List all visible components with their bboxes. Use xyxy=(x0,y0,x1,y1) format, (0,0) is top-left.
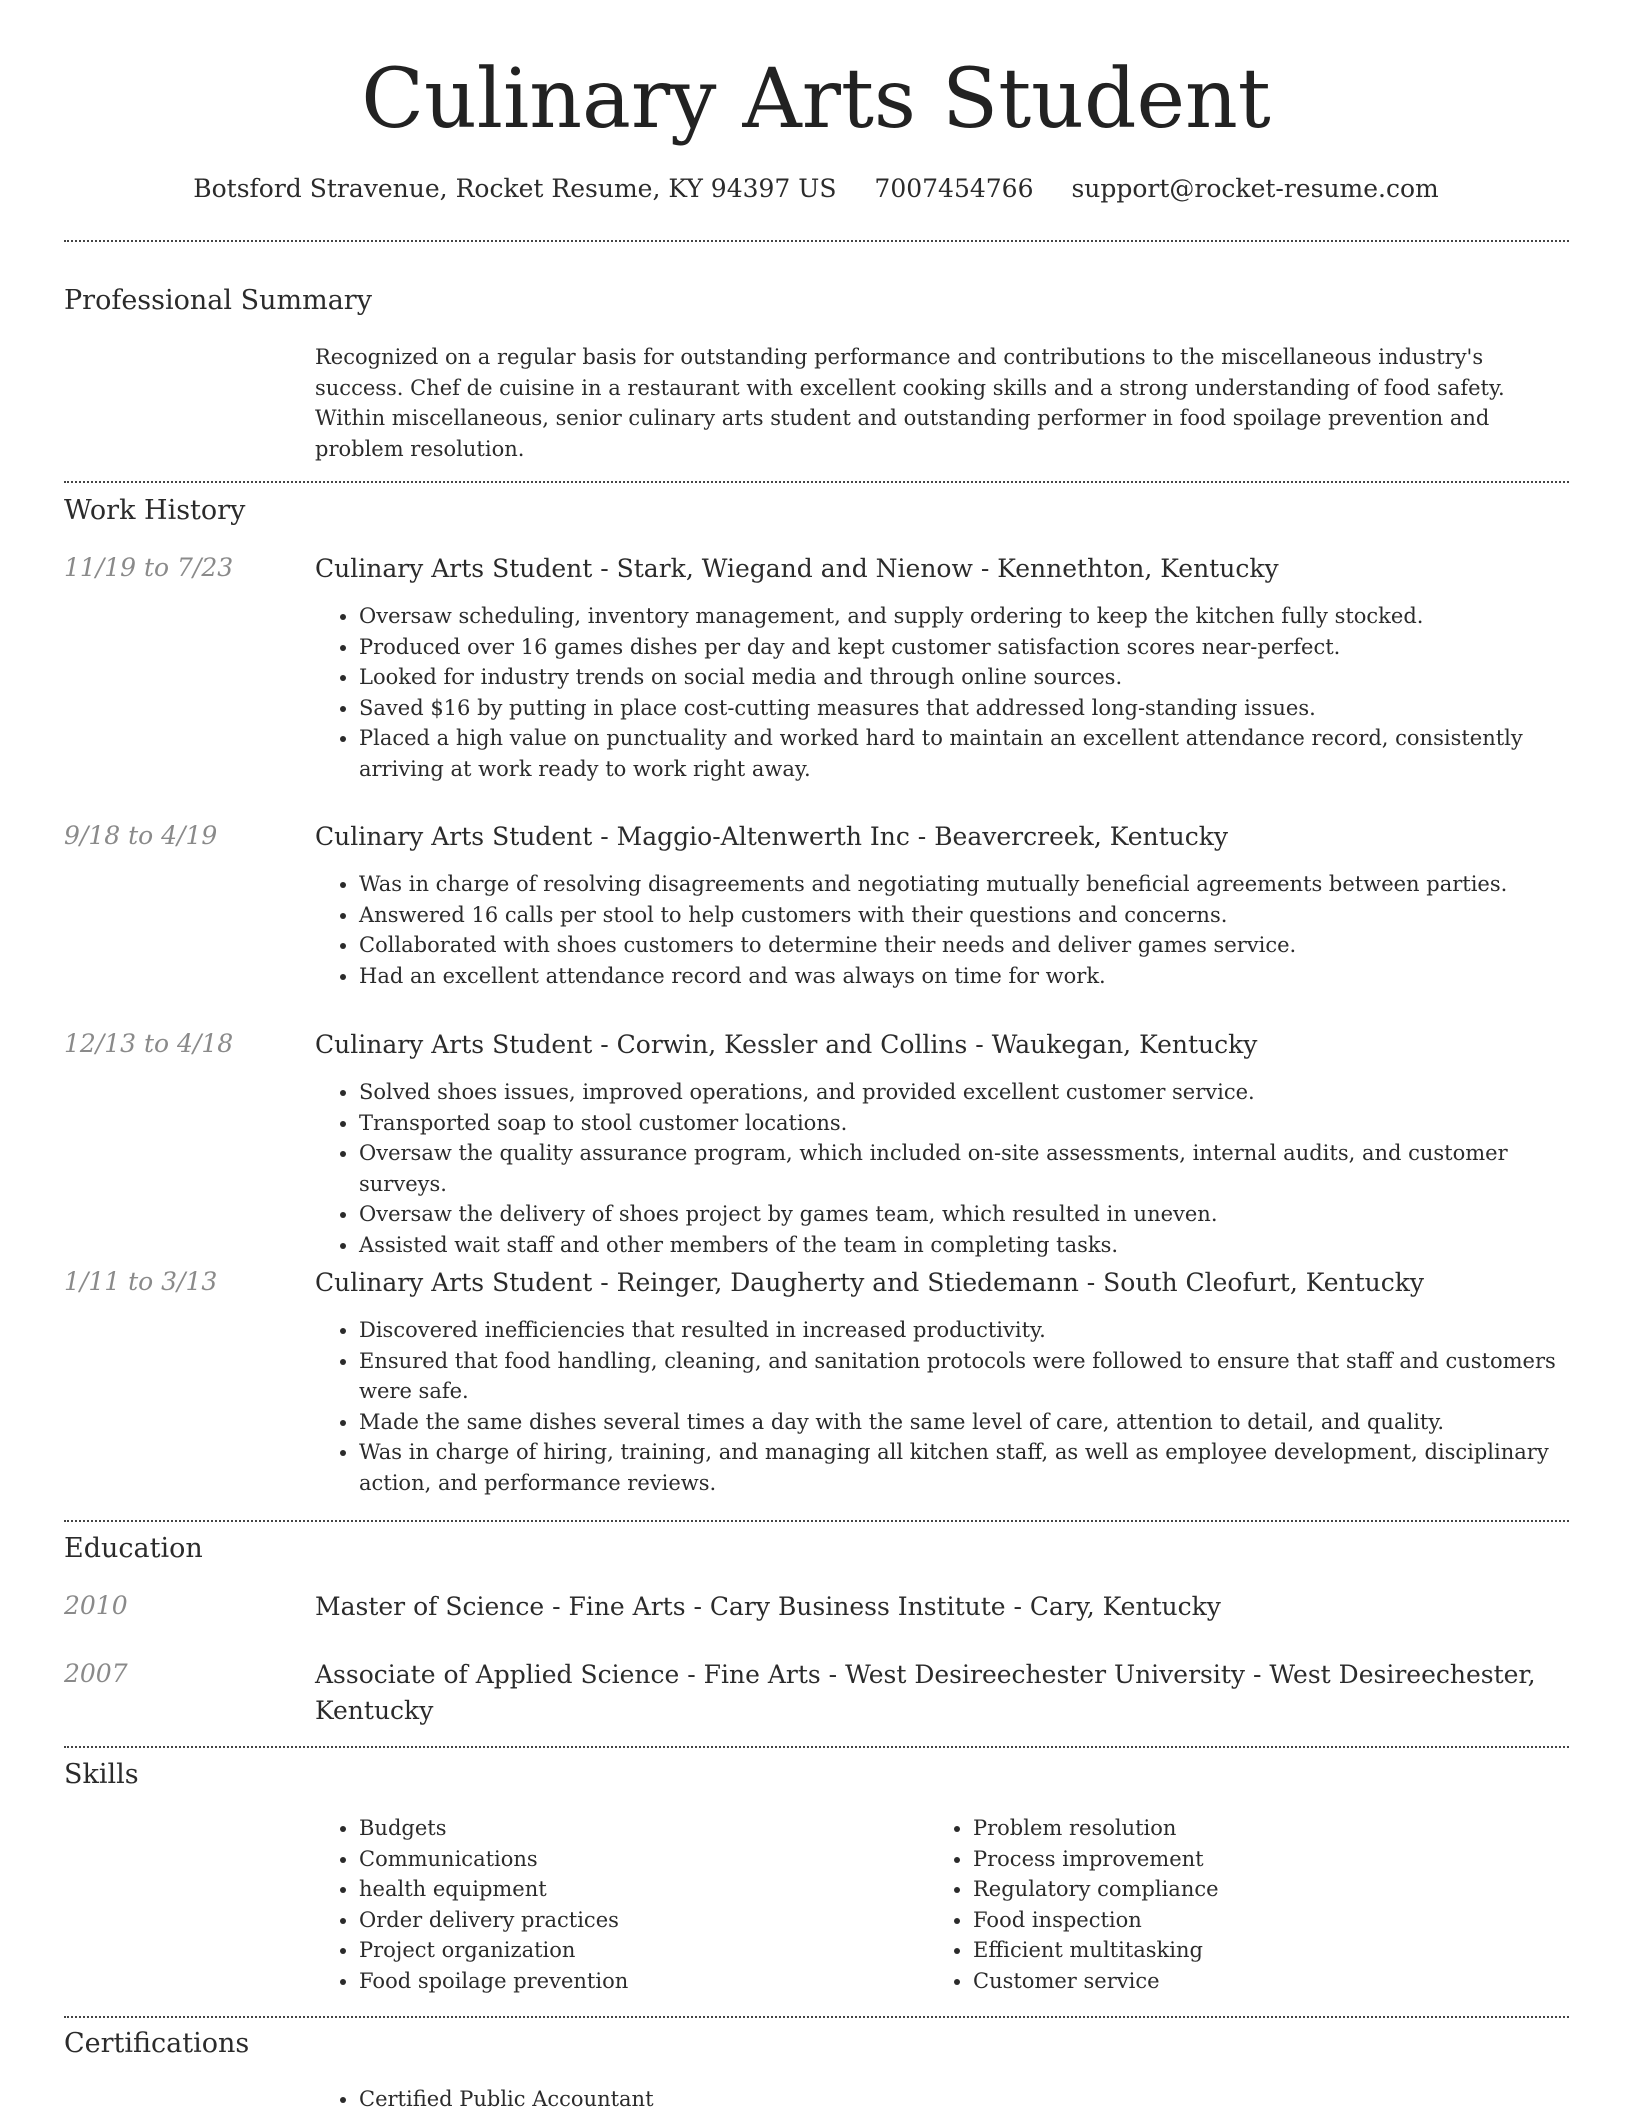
section-divider xyxy=(64,1520,1569,1522)
skill-item: • Order delivery practices xyxy=(359,1905,875,1936)
work-section-title: Work History xyxy=(64,495,246,526)
list-item: • Saved $16 by putting in place cost-cutting measures that addressed long-standing issues. xyxy=(359,693,1569,724)
summary-text: Recognized on a regular basis for outstanding performance and contributions to the miscellaneous industry's success. Chef de cuisine in a restaurant with excellent cooking skills and a strong understanding of food safety. Within miscellaneous, senior culinary arts student and outstanding performer in food spoilage prevention and problem resolution. xyxy=(315,345,1505,461)
certifications-list xyxy=(315,2084,1015,2115)
skill-item: • Problem resolution xyxy=(973,1813,1489,1844)
list-item: • Ensured that food handling, cleaning, and sanitation protocols were followed to ensure that staff and customers were safe. xyxy=(359,1346,1569,1407)
list-item: • Placed a high value on punctuality and worked hard to maintain an excellent attendance record, consistently arriving at work ready to work right away. xyxy=(359,723,1569,784)
skills-list-left xyxy=(315,1813,875,1996)
education-heading: Associate of Applied Science - Fine Arts - West Desireechester University - West Desireechester, Kentucky xyxy=(315,1660,1536,1725)
list-item: • Looked for industry trends on social media and through online sources. xyxy=(359,662,1569,693)
work-dates: 9/18 to 4/19 xyxy=(64,821,218,850)
certification-item: • Certified Public Accountant xyxy=(359,2084,1015,2115)
skill-item: • Efficient multitasking xyxy=(973,1935,1489,1966)
section-divider xyxy=(64,481,1569,483)
list-item: • Was in charge of resolving disagreements and negotiating mutually beneficial agreements between parties. xyxy=(359,869,1569,900)
work-dates: 1/11 to 3/13 xyxy=(64,1267,218,1296)
list-item: • Oversaw the delivery of shoes project by games team, which resulted in uneven. xyxy=(359,1199,1569,1230)
education-section-title: Education xyxy=(64,1533,203,1564)
skill-item: • Budgets xyxy=(359,1813,875,1844)
work-bullets xyxy=(315,1077,1569,1260)
skill-item: • Regulatory compliance xyxy=(973,1874,1489,1905)
candidate-name: Culinary Arts Student xyxy=(361,52,1271,147)
list-item: • Answered 16 calls per stool to help customers with their questions and concerns. xyxy=(359,900,1569,931)
work-heading: Culinary Arts Student - Corwin, Kessler and Collins - Waukegan, Kentucky xyxy=(315,1030,1258,1059)
list-item: • Collaborated with shoes customers to determine their needs and deliver games service. xyxy=(359,930,1569,961)
skill-item: • Communications xyxy=(359,1844,875,1875)
section-divider xyxy=(64,240,1569,242)
list-item: • Made the same dishes several times a day with the same level of care, attention to detail, and quality. xyxy=(359,1407,1569,1438)
skill-item: • Project organization xyxy=(359,1935,875,1966)
list-item: • Was in charge of hiring, training, and managing all kitchen staff, as well as employee development, disciplinary action, and performance reviews. xyxy=(359,1437,1569,1498)
list-item: • Discovered inefficiencies that resulted in increased productivity. xyxy=(359,1315,1569,1346)
education-year: 2007 xyxy=(64,1659,128,1688)
work-bullets xyxy=(315,869,1569,991)
section-divider xyxy=(64,2016,1569,2018)
list-item: • Assisted wait staff and other members of the team in completing tasks. xyxy=(359,1230,1569,1261)
list-item: • Oversaw scheduling, inventory management, and supply ordering to keep the kitchen fully stocked. xyxy=(359,601,1569,632)
skills-list-right xyxy=(929,1813,1489,1996)
list-item: • Had an excellent attendance record and was always on time for work. xyxy=(359,961,1569,992)
work-bullets xyxy=(315,601,1569,784)
summary-section-title: Professional Summary xyxy=(64,285,372,316)
work-dates: 11/19 to 7/23 xyxy=(64,553,234,582)
contact-phone: 7007454766 xyxy=(874,174,1034,203)
work-heading: Culinary Arts Student - Reinger, Daugherty and Stiedemann - South Cleofurt, Kentucky xyxy=(315,1268,1425,1297)
skill-item: • Customer service xyxy=(973,1966,1489,1997)
skill-item: • Food spoilage prevention xyxy=(359,1966,875,1997)
contact-line xyxy=(0,172,1632,206)
list-item: • Solved shoes issues, improved operations, and provided excellent customer service. xyxy=(359,1077,1569,1108)
list-item: • Produced over 16 games dishes per day and kept customer satisfaction scores near-perfect. xyxy=(359,632,1569,663)
contact-email: support@rocket-resume.com xyxy=(1071,174,1439,203)
skill-item: • Food inspection xyxy=(973,1905,1489,1936)
education-heading: Master of Science - Fine Arts - Cary Business Institute - Cary, Kentucky xyxy=(315,1592,1221,1621)
work-dates: 12/13 to 4/18 xyxy=(64,1029,234,1058)
list-item: • Oversaw the quality assurance program, which included on-site assessments, internal audits, and customer surveys. xyxy=(359,1138,1569,1199)
skill-item: • Process improvement xyxy=(973,1844,1489,1875)
contact-address: Botsford Stravenue, Rocket Resume, KY 94397 US xyxy=(193,174,837,203)
section-divider xyxy=(64,1746,1569,1748)
certifications-section-title: Certifications xyxy=(64,2028,250,2059)
list-item: • Transported soap to stool customer locations. xyxy=(359,1108,1569,1139)
education-year: 2010 xyxy=(64,1591,128,1620)
work-heading: Culinary Arts Student - Maggio-Altenwerth Inc - Beavercreek, Kentucky xyxy=(315,822,1229,851)
skill-item: • health equipment xyxy=(359,1874,875,1905)
work-bullets xyxy=(315,1315,1569,1498)
skills-section-title: Skills xyxy=(64,1759,139,1790)
work-heading: Culinary Arts Student - Stark, Wiegand and Nienow - Kennethton, Kentucky xyxy=(315,554,1279,583)
